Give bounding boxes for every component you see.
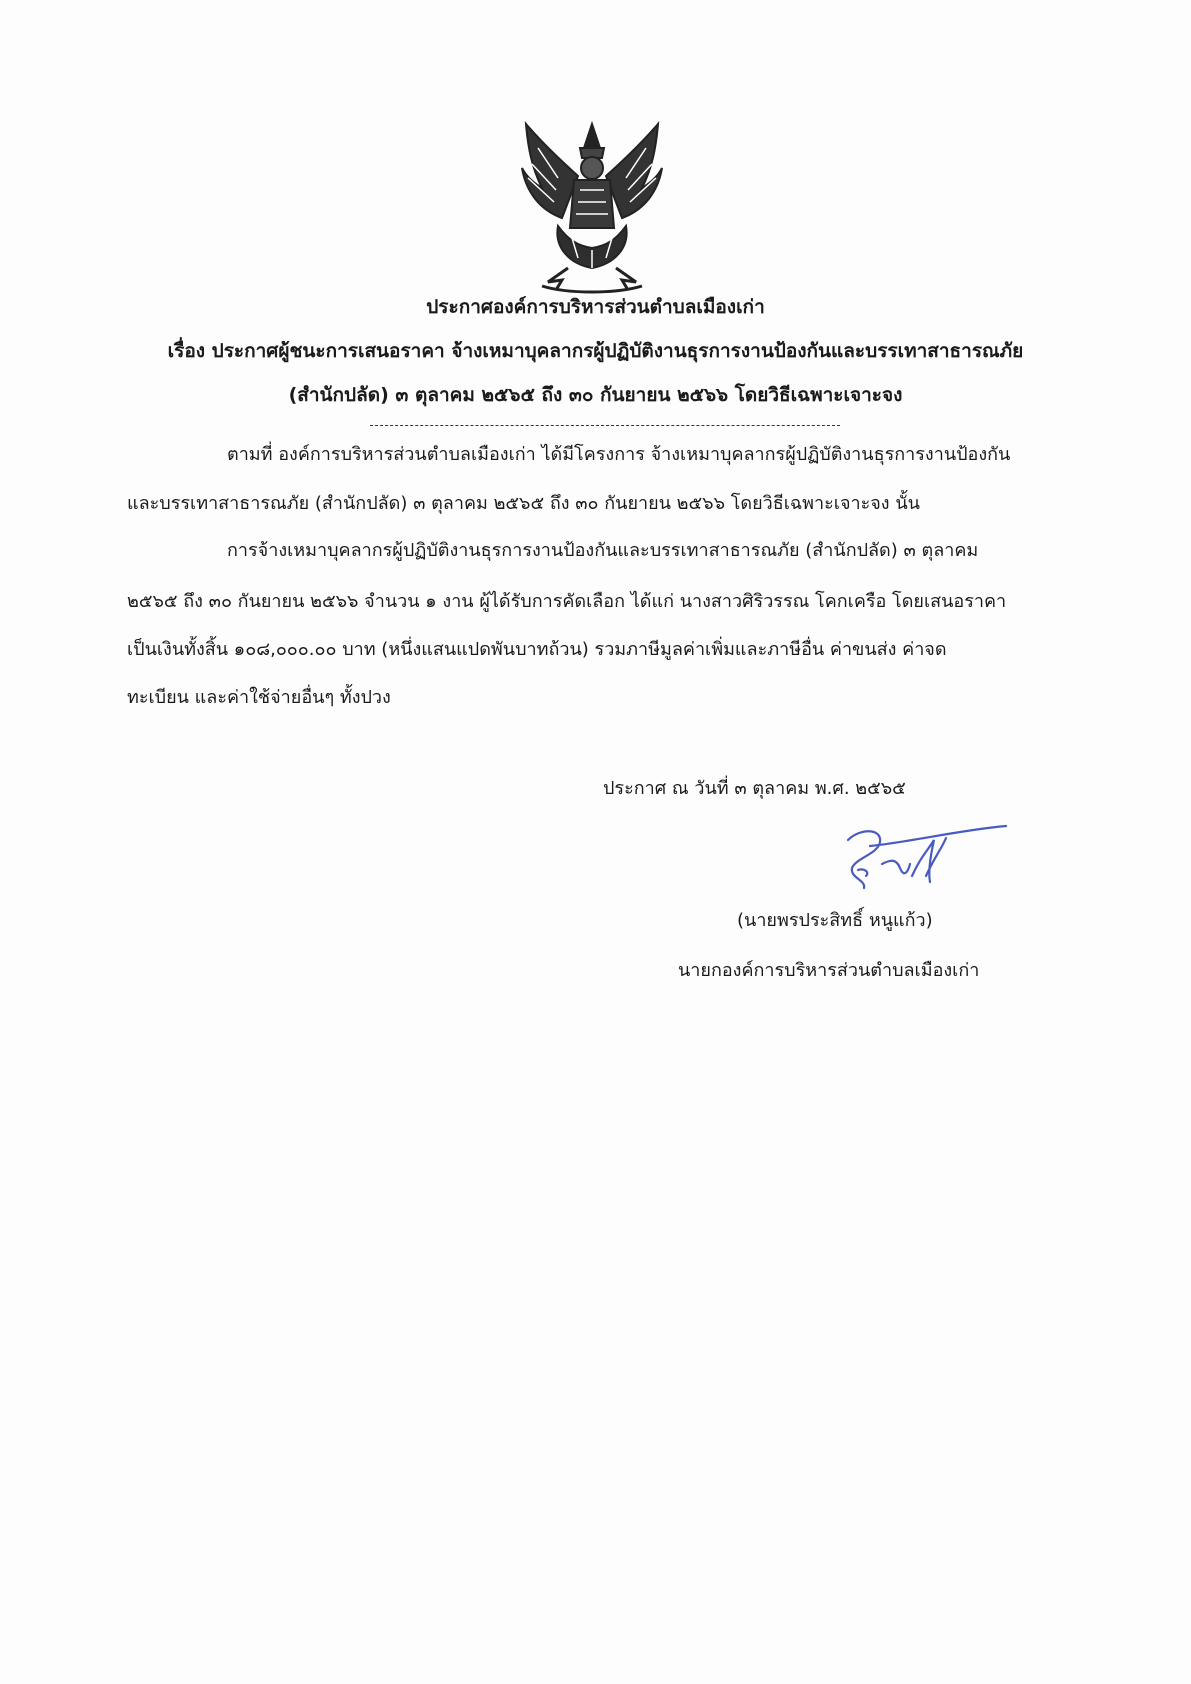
paragraph-2-line-3: เป็นเงินทั้งสิ้น ๑๐๘,๐๐๐.๐๐ บาท (หนึ่งแสนแปดพันบาทถ้วน) รวมภาษีมูลค่าเพิ่มและภาษีอื่น ค่าขนส่ง ค่าจด [127, 639, 947, 660]
signer-name: (นายพรประสิทธิ์ หนูแก้ว) [737, 910, 933, 931]
announcement-subject: เรื่อง ประกาศผู้ชนะการเสนอราคา จ้างเหมาบุคลากรผู้ปฏิบัติงานธุรการงานป้องกันและบรรเทาสาธารณภัย [167, 340, 1024, 362]
announcement-date: ประกาศ ณ วันที่ ๓ ตุลาคม พ.ศ. ๒๕๖๕ [603, 778, 906, 799]
announcement-title: ประกาศองค์การบริหารส่วนตำบลเมืองเก่า [426, 296, 765, 318]
paragraph-2-line-2: ๒๕๖๕ ถึง ๓๐ กันยายน ๒๕๖๖ จำนวน ๑ งาน ผู้ได้รับการคัดเลือก ได้แก่ นางสาวศิริวรรณ โคกเครือ โดยเสนอราคา [127, 591, 1007, 612]
separator-dashed-line [370, 425, 840, 426]
signer-position: นายกองค์การบริหารส่วนตำบลเมืองเก่า [678, 960, 980, 981]
handwritten-signature [830, 818, 1010, 898]
paragraph-2-line-1: การจ้างเหมาบุคลากรผู้ปฏิบัติงานธุรการงานป้องกันและบรรเทาสาธารณภัย (สำนักปลัด) ๓ ตุลาคม [227, 540, 979, 561]
paragraph-1-line-1: ตามที่ องค์การบริหารส่วนตำบลเมืองเก่า ได้มีโครงการ จ้างเหมาบุคลากรผู้ปฏิบัติงานธุรการงานป้องกัน [227, 444, 1011, 465]
garuda-emblem-icon [518, 118, 666, 294]
paragraph-1-line-2: และบรรเทาสาธารณภัย (สำนักปลัด) ๓ ตุลาคม ๒๕๖๕ ถึง ๓๐ กันยายน ๒๕๖๖ โดยวิธีเฉพาะเจาะจง นั้น [127, 493, 920, 514]
paragraph-2-line-4: ทะเบียน และค่าใช้จ่ายอื่นๆ ทั้งปวง [127, 687, 391, 708]
announcement-subject-cont: (สำนักปลัด) ๓ ตุลาคม ๒๕๖๕ ถึง ๓๐ กันยายน ๒๕๖๖ โดยวิธีเฉพาะเจาะจง [288, 384, 903, 406]
